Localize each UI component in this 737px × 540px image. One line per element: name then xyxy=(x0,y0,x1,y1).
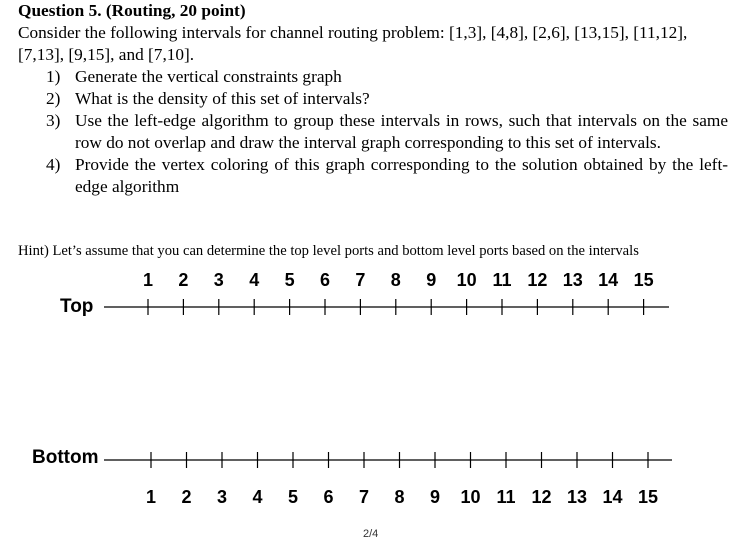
column-number: 13 xyxy=(566,487,588,507)
column-number: 10 xyxy=(456,270,477,290)
column-number: 1 xyxy=(145,487,157,507)
column-number: 15 xyxy=(637,487,659,507)
column-number: 5 xyxy=(284,270,295,290)
column-number: 12 xyxy=(531,487,552,507)
question-item-number: 4) xyxy=(46,155,61,174)
question-item-number: 1) xyxy=(46,67,61,86)
question-intro: Consider the following intervals for channel routing problem: [1,3], [4,8], [2,6], [13,15], [11,12], [7,13], [9,15], and [7,10]. xyxy=(18,23,688,64)
column-number: 7 xyxy=(355,270,366,290)
question-item-text: Generate the vertical constraints graph xyxy=(75,67,342,86)
column-number: 6 xyxy=(319,270,331,290)
question-title: Question 5. (Routing, 20 point) xyxy=(18,1,246,20)
column-number: 3 xyxy=(216,487,228,507)
question-item-text: Use the left-edge algorithm to group these intervals in rows, such that intervals on the same row do not overlap and draw the interval graph corresponding to this set of intervals. xyxy=(75,111,728,152)
page-number: 2/4 xyxy=(363,528,379,540)
question-item-number: 3) xyxy=(46,111,61,130)
column-number: 4 xyxy=(252,487,263,507)
column-number: 14 xyxy=(598,270,619,290)
column-number: 4 xyxy=(249,270,260,290)
column-number: 13 xyxy=(562,270,583,290)
column-number: 14 xyxy=(602,487,623,507)
column-number: 2 xyxy=(178,270,189,290)
column-number: 15 xyxy=(633,270,654,290)
bottom-column-numbers xyxy=(146,487,658,507)
column-number: 11 xyxy=(492,270,512,290)
column-number: 8 xyxy=(394,487,405,507)
column-number: 5 xyxy=(287,487,299,507)
hint-text: Hint) Let’s assume that you can determine the top level ports and bottom level ports based on the intervals xyxy=(18,243,639,259)
column-number: 6 xyxy=(323,487,334,507)
question-item-number: 2) xyxy=(46,89,61,108)
column-number: 11 xyxy=(496,487,516,507)
column-number: 12 xyxy=(527,270,548,290)
top-column-numbers xyxy=(143,270,654,290)
column-number: 1 xyxy=(142,270,154,290)
column-number: 9 xyxy=(426,270,437,290)
question-item-text: What is the density of this set of intervals? xyxy=(75,89,370,108)
column-number: 3 xyxy=(213,270,224,290)
question-item-text: Provide the vertex coloring of this graph corresponding to the solution obtained by the left-edge algorithm xyxy=(75,155,728,196)
column-number: 10 xyxy=(460,487,481,507)
column-number: 2 xyxy=(181,487,192,507)
top-label: Top xyxy=(60,296,94,317)
column-number: 7 xyxy=(358,487,370,507)
column-number: 9 xyxy=(429,487,441,507)
bottom-label: Bottom xyxy=(32,447,99,468)
column-number: 8 xyxy=(390,270,401,290)
